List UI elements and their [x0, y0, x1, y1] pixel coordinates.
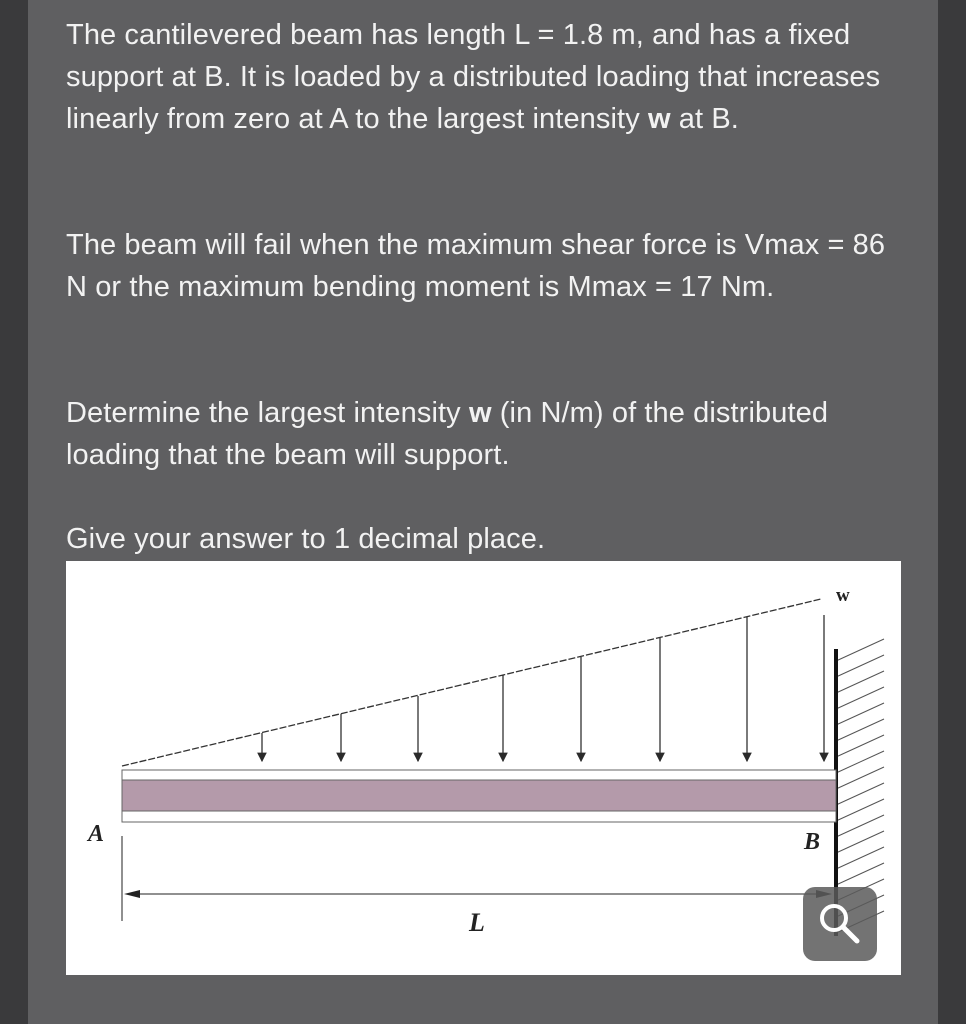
label-w: w	[836, 585, 850, 606]
problem-paragraph-1	[66, 14, 906, 140]
load-envelope-line	[122, 599, 821, 766]
label-l: L	[469, 908, 485, 937]
load-arrows	[262, 615, 824, 761]
p4-text: Give your answer to 1 decimal place.	[66, 523, 546, 555]
problem-paragraph-4	[66, 518, 906, 560]
problem-paragraph-2	[66, 224, 906, 308]
beam-diagram-svg	[66, 561, 901, 975]
label-a: A	[88, 821, 105, 847]
dimension-arrow-left	[124, 890, 140, 898]
beam-body	[122, 780, 836, 811]
magnifier-icon	[803, 887, 877, 961]
beam-bottom-flange	[122, 811, 836, 822]
p1-text-1: The cantilevered beam has length L = 1.8 m, and has a fixed support at B. It is loaded by a distributed loading that increases linearly from zero at A to the largest intensity	[66, 19, 881, 135]
label-b: B	[804, 829, 821, 855]
p3-text-2: (in N/m) of the distributed loading that the beam will support.	[66, 397, 829, 471]
beam-diagram	[66, 561, 901, 975]
p1-bold-w: w	[647, 103, 671, 135]
p2-text: The beam will fail when the maximum shear force is Vmax = 86 N or the maximum bending moment is Mmax = 17 Nm.	[66, 229, 886, 303]
problem-paragraph-3	[66, 392, 906, 476]
p3-text-1: Determine the largest intensity	[66, 397, 469, 429]
beam-top-flange	[122, 770, 836, 780]
p3-bold-w: w	[468, 397, 492, 429]
p1-text-2: at B.	[670, 103, 739, 135]
zoom-button[interactable]	[803, 887, 877, 961]
